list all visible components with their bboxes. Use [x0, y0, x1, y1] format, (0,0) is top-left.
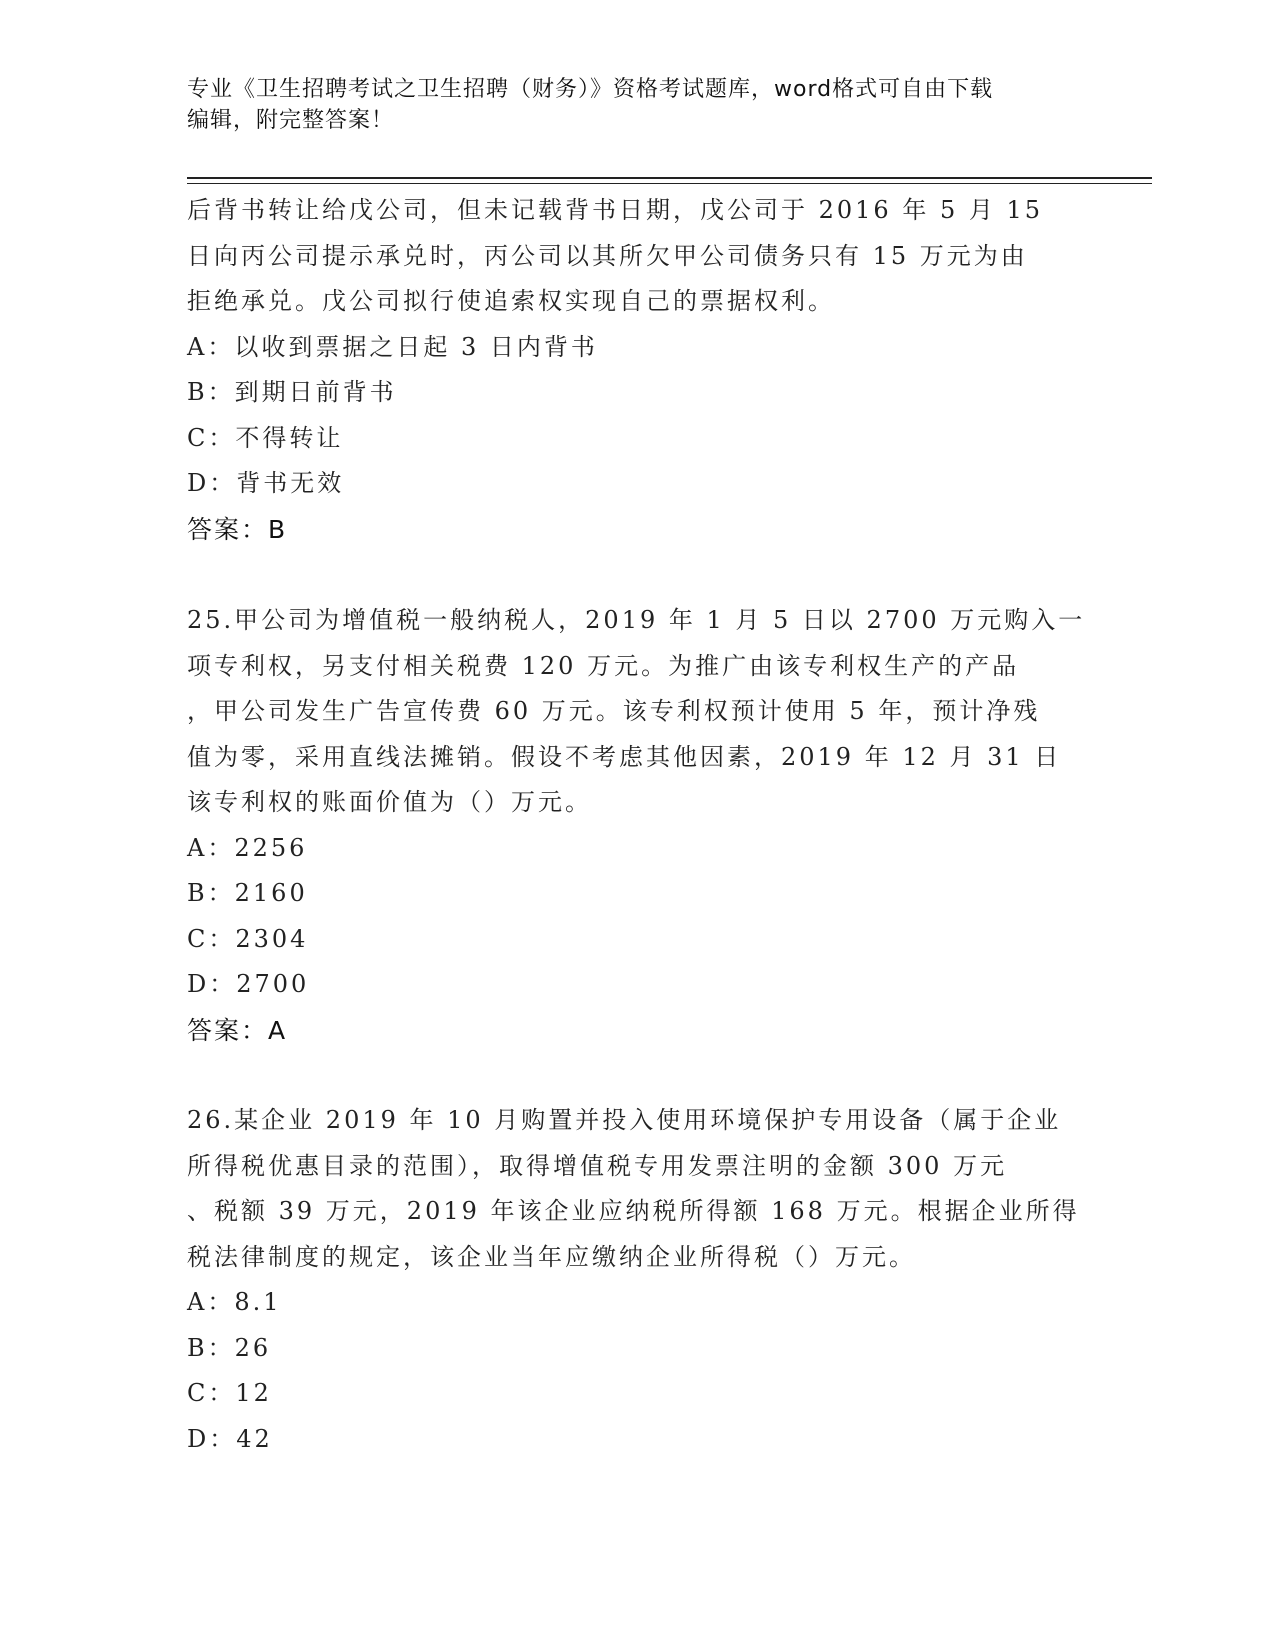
option-a: A：8.1 [187, 1288, 282, 1316]
question-line: ，甲公司发生广告宣传费 60 万元。该专利权预计使用 5 年，预计净残 [187, 697, 1041, 725]
question-line: 所得税优惠目录的范围），取得增值税专用发票注明的金额 300 万元 [187, 1151, 1008, 1180]
option-b: B：26 [187, 1333, 272, 1362]
question-line: 税法律制度的规定，该企业当年应缴纳企业所得税（）万元。 [187, 1242, 916, 1271]
question-line: 26.某企业 2019 年 10 月购置并投入使用环境保护专用设备（属于企业 [187, 1106, 1062, 1134]
option-d: D：背书无效 [187, 469, 345, 497]
header-rule-thin [187, 183, 1152, 184]
question-24 [187, 188, 1087, 552]
option-b: B：到期日前背书 [187, 378, 397, 406]
answer-label: 答案：B [187, 514, 288, 544]
question-24-text [187, 188, 1087, 325]
option-a: A：2256 [187, 833, 308, 862]
header-line-1: 专业《卫生招聘考试之卫生招聘（财务）》资格考试题库，word格式可自由下载 [187, 77, 994, 102]
question-line: 项专利权，另支付相关税费 120 万元。为推广由该专利权生产的产品 [187, 651, 1020, 680]
question-26 [187, 1098, 1087, 1462]
question-line: 25.甲公司为增值税一般纳税人，2019 年 1 月 5 日以 2700 万元购入一 [187, 606, 1086, 634]
question-line: 日向丙公司提示承兑时，丙公司以其所欠甲公司债务只有 15 万元为由 [187, 241, 1028, 270]
question-line: 后背书转让给戊公司，但未记载背书日期，戊公司于 2016 年 5 月 15 [187, 196, 1044, 224]
question-26-text [187, 1098, 1087, 1280]
option-b: B：2160 [187, 879, 308, 907]
question-25-text [187, 598, 1087, 826]
document-header [187, 74, 1067, 136]
question-line: 、税额 39 万元，2019 年该企业应纳税所得额 168 万元。根据企业所得 [187, 1197, 1080, 1225]
option-a: A：以收到票据之日起 3 日内背书 [187, 332, 598, 361]
header-rule [187, 177, 1152, 179]
option-c: C：2304 [187, 924, 309, 953]
question-line: 值为零，采用直线法摊销。假设不考虑其他因素，2019 年 12 月 31 日 [187, 742, 1062, 771]
answer-label: 答案：A [187, 1015, 288, 1045]
option-d: D：2700 [187, 970, 310, 998]
question-line: 拒绝承兑。戊公司拟行使追索权实现自己的票据权利。 [187, 287, 835, 315]
question-line: 该专利权的账面价值为（）万元。 [187, 788, 592, 816]
option-c: C：12 [187, 1379, 272, 1407]
option-c: C：不得转让 [187, 423, 344, 452]
question-25 [187, 598, 1087, 1053]
option-d: D：42 [187, 1424, 273, 1453]
header-line-2: 编辑，附完整答案！ [187, 108, 395, 133]
